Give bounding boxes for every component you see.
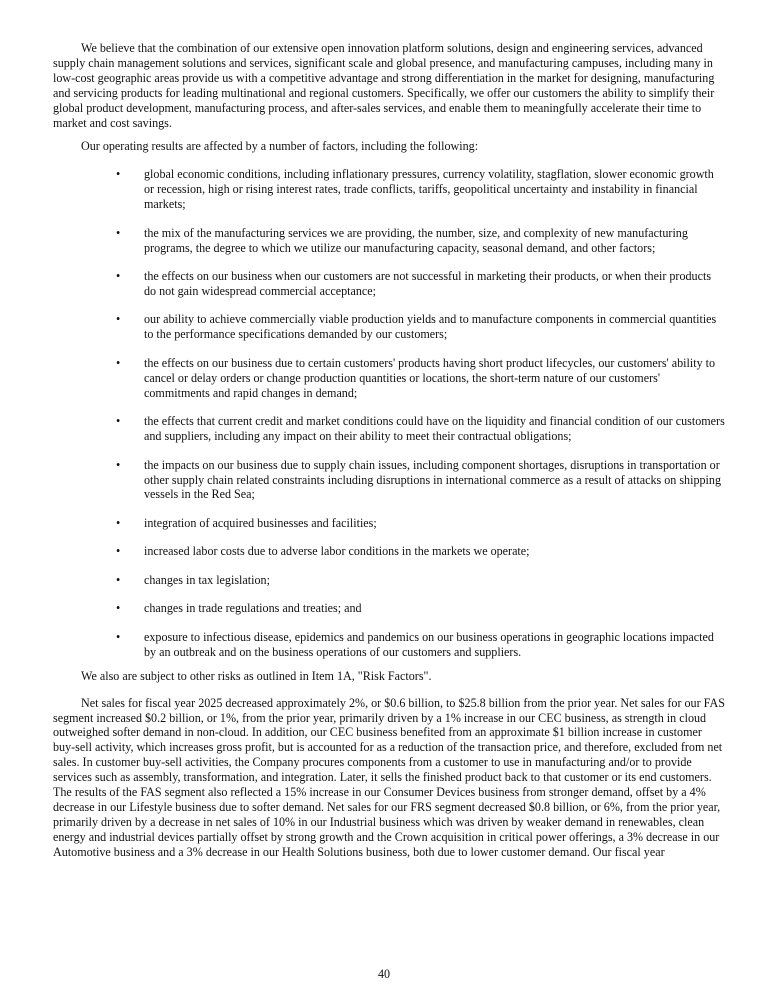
bullet-text: integration of acquired businesses and facilities; — [144, 515, 377, 530]
bullet-text: the effects on our business when our customers are not successful in marketing their products, or when their products do not gain widespread commercial acceptance; — [144, 269, 712, 298]
bullet-item-integration — [53, 516, 725, 531]
factors-bullet-list — [53, 167, 725, 659]
bullet-text: changes in trade regulations and treaties; and — [144, 601, 362, 616]
bullet-icon: • — [116, 544, 121, 559]
factors-lead-paragraph: Our operating results are affected by a number of factors, including the following: — [81, 139, 479, 154]
bullet-item-product-lifecycles — [53, 356, 725, 401]
bullet-item-credit-conditions — [53, 414, 725, 444]
bullet-icon: • — [116, 355, 121, 370]
bullet-item-services-mix — [53, 226, 725, 256]
bullet-text: the impacts on our business due to supply chain issues, including component shortages, disruptions in transportation or other supply chain related constraints including disruptions in international commerce as a result of attacks on shipping vessels in the Red Sea; — [144, 457, 721, 502]
bullet-item-supply-chain — [53, 458, 725, 503]
bullet-icon: • — [116, 572, 121, 587]
net-sales-paragraph: Net sales for fiscal year 2025 decreased approximately 2%, or $0.6 billion, to $25.8 billion from the prior year. Net sales for our FAS segment increased $0.2 billion, or 1%, from the prior year, primarily driven by a 1% increase in our CEC business, as strength in cloud outweighed softer demand in non-cloud. In addition, our CEC business benefited from an approximate $1 billion increase in customer buy-sell activity, which increases gross profit, but is accounted for as a reduction of the transaction price, and therefore, excluded from net sales. In customer buy-sell activities, the Company procures components from a customer to use in manufacturing and/or to provide services such as assembly, transformation, and integration. Later, it sells the finished product back to that customer or its end customers. The results of the FAS segment also reflected a 15% increase in our Consumer Devices business from stronger demand, offset by a 4% decrease in our Lifestyle business due to softer demand. Net sales for our FRS segment decreased $0.8 billion, or 6%, from the prior year, primarily driven by a decrease in net sales of 10% in our Industrial business which was driven by weaker demand in renewables, clean energy and industrial devices partially offset by strong growth and the Crown acquisition in critical power offerings, a 3% decrease in our Automotive business and a 3% decrease in our Health Solutions business, both due to lower customer demand. Our fiscal year — [53, 695, 725, 859]
bullet-text: global economic conditions, including inflationary pressures, currency volatility, stagflation, slower economic growth or recession, high or rising interest rates, trade conflicts, tariffs, geopolitical uncertainty and instability in financial markets; — [144, 167, 714, 212]
page-number: 40 — [377, 967, 391, 981]
bullet-item-customer-success — [53, 269, 725, 299]
bullet-icon: • — [116, 457, 121, 472]
bullet-text: the mix of the manufacturing services we are providing, the number, size, and complexity of new manufacturing programs, the degree to which we utilize our manufacturing capacity, seasonal demand, and other factors; — [144, 225, 688, 255]
bullet-icon: • — [116, 629, 121, 644]
bullet-icon: • — [116, 414, 121, 429]
bullet-item-production-yields — [53, 312, 725, 342]
bullet-item-economic — [53, 167, 725, 212]
bullet-item-labor-costs — [53, 544, 725, 559]
bullet-icon: • — [116, 167, 121, 182]
bullet-item-trade-regulations — [53, 601, 725, 616]
bullet-text: changes in tax legislation; — [144, 572, 270, 587]
bullet-text: the effects that current credit and market conditions could have on the liquidity and financial condition of our customers and suppliers, including any impact on their ability to meet their contractual obligations; — [144, 414, 725, 444]
bullet-text: increased labor costs due to adverse labor conditions in the markets we operate; — [144, 544, 530, 559]
bullet-icon: • — [116, 515, 121, 530]
risk-factors-paragraph: We also are subject to other risks as outlined in Item 1A, "Risk Factors". — [81, 668, 432, 683]
bullet-text: our ability to achieve commercially viable production yields and to manufacture components in commercial quantities to the performance specifications demanded by our customers; — [144, 312, 717, 342]
bullet-icon: • — [116, 269, 121, 284]
bullet-item-infectious-disease — [53, 630, 725, 660]
bullet-icon: • — [116, 225, 121, 240]
bullet-icon: • — [116, 601, 121, 616]
bullet-item-tax-legislation — [53, 573, 725, 588]
bullet-icon: • — [116, 312, 121, 327]
intro-paragraph: We believe that the combination of our extensive open innovation platform solutions, design and engineering services, advanced supply chain management solutions and services, significant scale and global presence, and manufacturing campuses, including many in low-cost geographic areas provide us with a competitive advantage and strong differentiation in the market for designing, manufacturing and servicing products for leading multinational and regional customers. Specifically, we offer our customers the ability to simplify their global product development, manufacturing process, and after-sales services, and enable them to meaningfully accelerate their time to market and cost savings. — [53, 41, 715, 130]
bullet-text: exposure to infectious disease, epidemics and pandemics on our business operations in geographic locations impacted by an outbreak and on the business operations of our customers and suppliers. — [144, 629, 714, 659]
document-page — [53, 41, 725, 860]
bullet-text: the effects on our business due to certain customers' products having short product lifecycles, our customers' ability to cancel or delay orders or change production quantities or locations, the short-term nature of our customers' commitments and rapid changes in demand; — [144, 355, 716, 400]
